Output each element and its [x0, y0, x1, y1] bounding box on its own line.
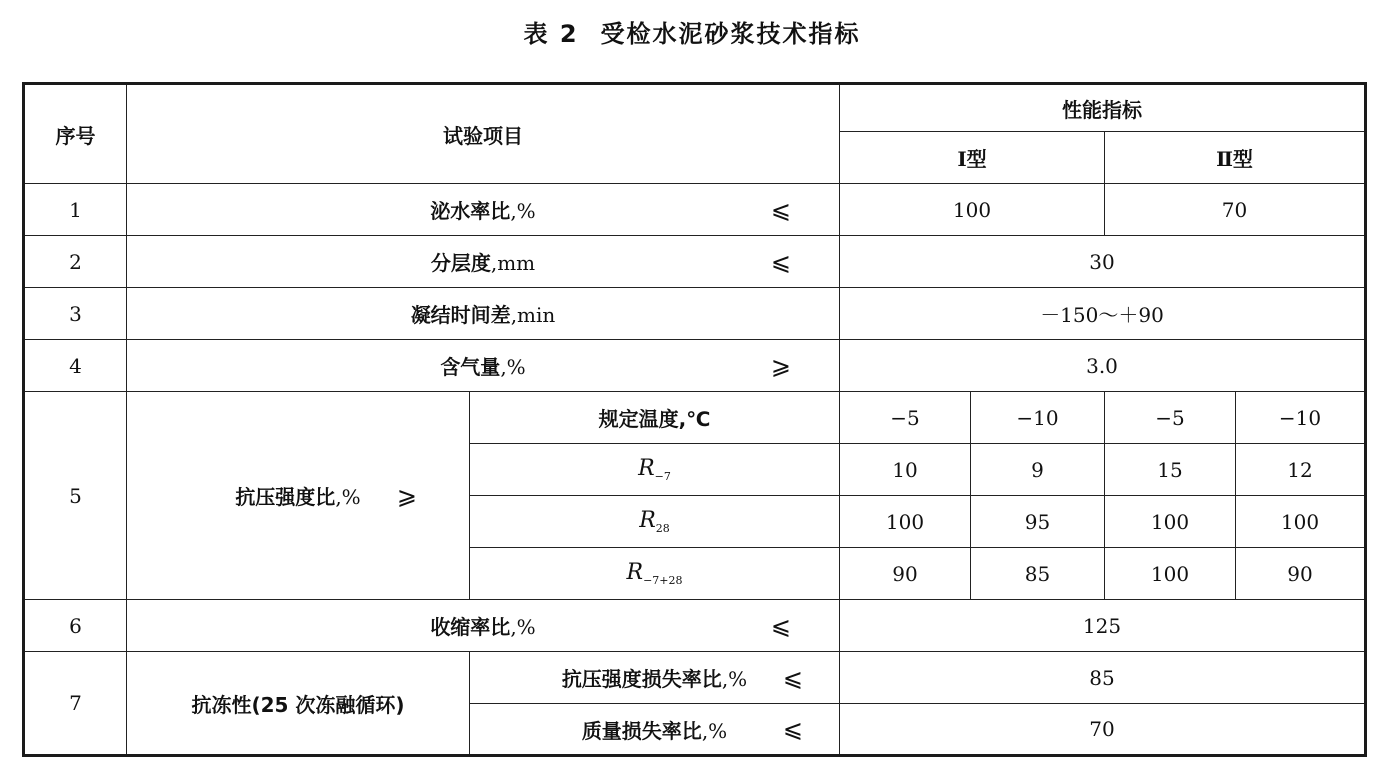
- table-title: [0, 14, 1384, 49]
- spec-table: [22, 82, 1367, 757]
- item-label: 含气量: [440, 355, 501, 379]
- value-all: 30: [840, 236, 1366, 288]
- item-unit: ,%: [510, 199, 536, 223]
- row-seq: 4: [24, 340, 127, 392]
- r7-value: 15: [1105, 444, 1236, 496]
- table-title-text: 受检水泥砂浆技术指标: [600, 20, 861, 48]
- greater-equal-symbol: ⩾: [770, 351, 791, 380]
- sub-item: [470, 652, 840, 704]
- less-equal-symbol: ⩽: [770, 195, 791, 224]
- value-all: 3.0: [840, 340, 1366, 392]
- r7-28-value: 90: [840, 548, 971, 600]
- sub-item: [470, 704, 840, 756]
- r28-value: 95: [971, 496, 1105, 548]
- r-subscript: −7: [654, 470, 671, 483]
- row-seq: 7: [24, 652, 127, 756]
- r-symbol: R: [638, 456, 655, 481]
- less-equal-symbol: ⩽: [770, 247, 791, 276]
- r-subscript: −7+28: [643, 574, 683, 587]
- value-type2: 70: [1105, 184, 1366, 236]
- row-seq: 6: [24, 600, 127, 652]
- table-row: [24, 288, 1366, 340]
- header-performance: 性能指标: [840, 84, 1366, 132]
- row-item: [127, 236, 840, 288]
- table-row: [24, 600, 1366, 652]
- item-label: 抗压强度比: [235, 485, 336, 509]
- item-label: 收缩率比: [430, 615, 511, 639]
- item-unit: ,%: [335, 485, 361, 509]
- sub-item-unit: ,%: [701, 718, 728, 743]
- r7-28-value: 90: [1236, 548, 1366, 600]
- r-symbol: R: [626, 560, 644, 585]
- item-unit: ,%: [510, 615, 536, 639]
- table-row: [24, 340, 1366, 392]
- item-label: 分层度: [430, 251, 491, 275]
- r7-value: 10: [840, 444, 971, 496]
- header-item: 试验项目: [127, 84, 840, 184]
- item-label: 凝结时间差: [410, 303, 511, 327]
- row-seq: 5: [24, 392, 127, 600]
- row-seq: 1: [24, 184, 127, 236]
- r7-value: 12: [1236, 444, 1366, 496]
- greater-equal-symbol: ⩾: [396, 481, 417, 510]
- sub-item-label: 质量损失率比: [581, 718, 702, 743]
- value-all: －150～＋90: [840, 288, 1366, 340]
- r-subscript: 28: [655, 522, 670, 535]
- row-item: [127, 184, 840, 236]
- temp-value: −10: [1236, 392, 1366, 444]
- table-row: [24, 236, 1366, 288]
- header-row-1: [24, 84, 1366, 132]
- header-seq: 序号: [24, 84, 127, 184]
- row-item: [127, 600, 840, 652]
- less-equal-symbol: ⩽: [770, 611, 791, 640]
- temp-label: 规定温度: [598, 407, 679, 431]
- r7-label-cell: [470, 444, 840, 496]
- value-all: 85: [840, 652, 1366, 704]
- r-symbol: R: [639, 508, 656, 533]
- table-row: [24, 392, 1366, 444]
- row-item: [127, 340, 840, 392]
- value-all: 125: [840, 600, 1366, 652]
- item-unit: ,%: [500, 355, 526, 379]
- temp-value: −5: [840, 392, 971, 444]
- r28-value: 100: [840, 496, 971, 548]
- temp-value: −10: [971, 392, 1105, 444]
- r7-28-value: 85: [971, 548, 1105, 600]
- r28-value: 100: [1105, 496, 1236, 548]
- temp-label-cell: [470, 392, 840, 444]
- r28-value: 100: [1236, 496, 1366, 548]
- value-type1: 100: [840, 184, 1105, 236]
- table-row: [24, 184, 1366, 236]
- r28-label-cell: [470, 496, 840, 548]
- table-number: 表 2: [523, 20, 579, 48]
- item-unit: ,mm: [490, 251, 536, 275]
- less-equal-symbol: ⩽: [782, 715, 803, 743]
- r7-value: 9: [971, 444, 1105, 496]
- temp-value: −5: [1105, 392, 1236, 444]
- less-equal-symbol: ⩽: [782, 663, 803, 692]
- row-item: [127, 652, 470, 756]
- sub-item-label: 抗压强度损失率比: [561, 667, 722, 691]
- row-seq: 3: [24, 288, 127, 340]
- row-seq: 2: [24, 236, 127, 288]
- table-row: [24, 652, 1366, 704]
- header-type2: Ⅱ型: [1105, 132, 1366, 184]
- row-item: [127, 392, 470, 600]
- item-label: 泌水率比: [430, 199, 511, 223]
- r7-28-value: 100: [1105, 548, 1236, 600]
- item-label: 抗冻性(25 次冻融循环): [191, 692, 405, 717]
- temp-unit: ,℃: [678, 407, 711, 431]
- value-all: 70: [840, 704, 1366, 756]
- row-item: [127, 288, 840, 340]
- item-unit: ,min: [510, 303, 556, 327]
- sub-item-unit: ,%: [721, 667, 748, 691]
- header-type1: Ⅰ型: [840, 132, 1105, 184]
- r7-28-label-cell: [470, 548, 840, 600]
